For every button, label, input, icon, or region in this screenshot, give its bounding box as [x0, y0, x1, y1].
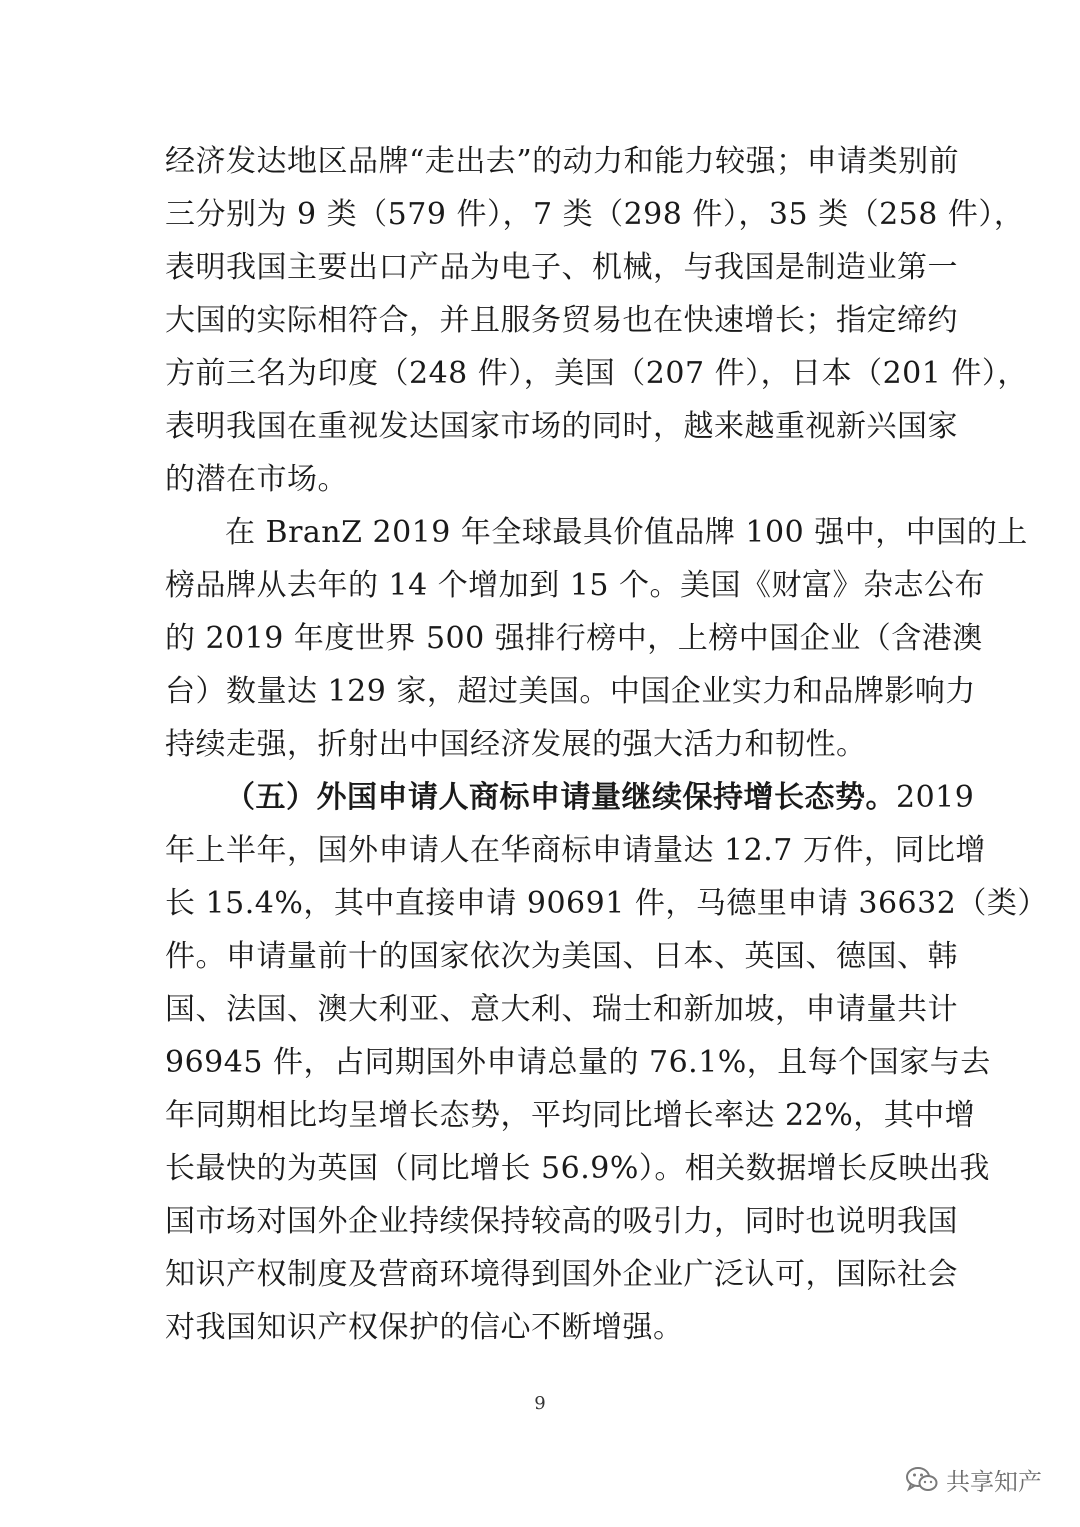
text-line: 表明我国在重视发达国家市场的同时，越来越重视新兴国家 — [165, 409, 958, 444]
section-heading-line — [165, 771, 975, 824]
text-line: 长最快的为英国（同比增长 56.9%）。相关数据增长反映出我 — [165, 1151, 990, 1186]
text-line: 台）数量达 129 家，超过美国。中国企业实力和品牌影响力 — [165, 674, 976, 709]
text-line: 知识产权制度及营商环境得到国外企业广泛认可，国际社会 — [165, 1257, 958, 1292]
text-line: 榜品牌从去年的 14 个增加到 15 个。美国《财富》杂志公布 — [165, 568, 985, 603]
text-line: 96945 件，占同期国外申请总量的 76.1%，且每个国家与去 — [165, 1045, 991, 1080]
watermark — [906, 1462, 1042, 1497]
text-line: 表明我国主要出口产品为电子、机械，与我国是制造业第一 — [165, 250, 958, 285]
text-line: 对我国知识产权保护的信心不断增强。 — [165, 1310, 684, 1345]
section-heading-tail: 2019 — [896, 780, 975, 815]
text-line: 大国的实际相符合，并且服务贸易也在快速增长；指定缔约 — [165, 303, 958, 338]
watermark-text: 共享知产 — [946, 1468, 1042, 1496]
text-line: 年同期相比均呈增长态势，平均同比增长率达 22%，其中增 — [165, 1098, 976, 1133]
section-heading: （五）外国申请人商标申请量继续保持增长态势。 — [225, 780, 896, 815]
page-number: 9 — [534, 1393, 546, 1414]
body-text — [165, 135, 1048, 1354]
text-line: 件。申请量前十的国家依次为美国、日本、英国、德国、韩 — [165, 939, 958, 974]
text-line: 经济发达地区品牌“走出去”的动力和能力较强；申请类别前 — [165, 144, 960, 179]
text-line: 持续走强，折射出中国经济发展的强大活力和韧性。 — [165, 727, 867, 762]
text-line: 国市场对国外企业持续保持较高的吸引力，同时也说明我国 — [165, 1204, 958, 1239]
wechat-icon — [906, 1466, 938, 1494]
text-line: 年上半年，国外申请人在华商标申请量达 12.7 万件，同比增 — [165, 833, 986, 868]
text-line: 三分别为 9 类（579 件），7 类（298 件），35 类（258 件）， — [165, 197, 1025, 232]
text-line: 国、法国、澳大利亚、意大利、瑞士和新加坡，申请量共计 — [165, 992, 958, 1027]
text-line: 方前三名为印度（248 件），美国（207 件），日本（201 件）， — [165, 356, 1028, 391]
text-line: 在 BranZ 2019 年全球最具价值品牌 100 强中，中国的上 — [225, 515, 1028, 550]
text-line: 的潜在市场。 — [165, 462, 348, 497]
text-line: 的 2019 年度世界 500 强排行榜中，上榜中国企业（含港澳 — [165, 621, 983, 656]
text-line: 长 15.4%，其中直接申请 90691 件，马德里申请 36632（类） — [165, 886, 1048, 921]
